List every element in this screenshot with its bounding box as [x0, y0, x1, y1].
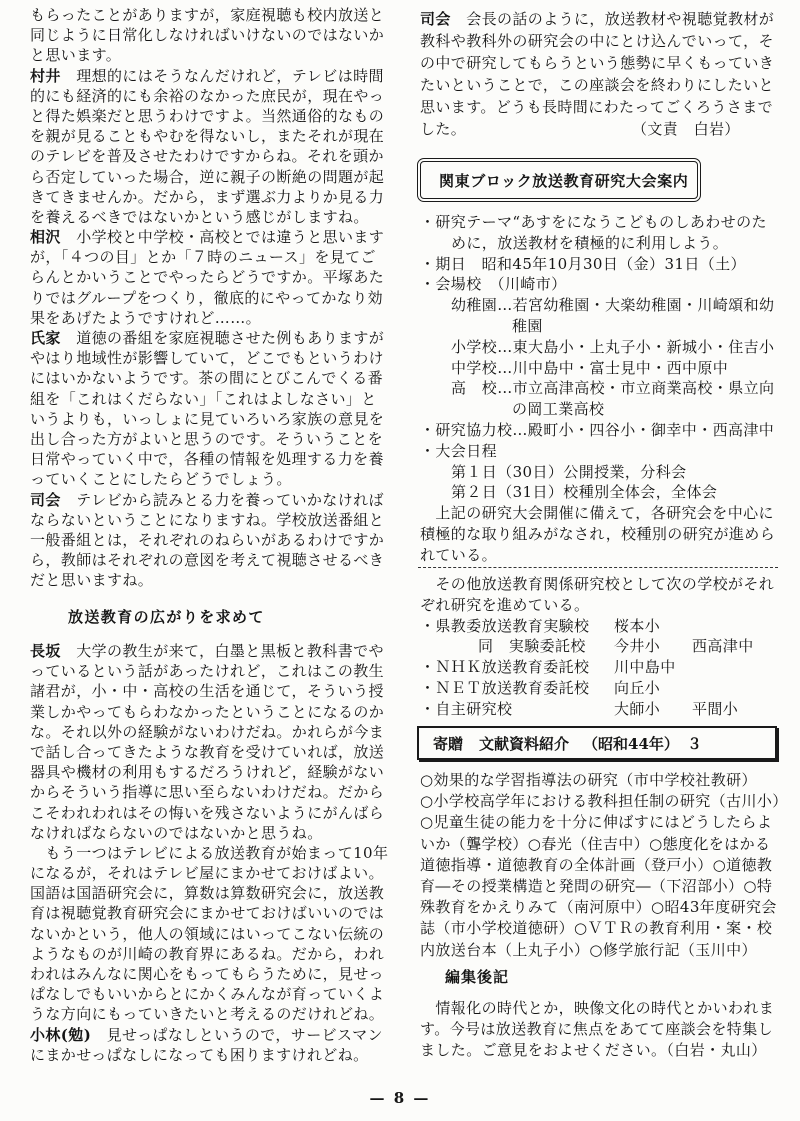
- text-line: 小学校…東大島小・上丸子小・新城小・住吉小: [451, 337, 775, 356]
- text-line: ないかという，他人の領域にはいってこない伝統の: [30, 924, 385, 943]
- paragraph: [30, 66, 384, 228]
- text-line: 同じように日常化しなければいけないのではないか: [30, 26, 385, 45]
- text-line: 育―その授業構造と発問の研究―（下沼部小）○特: [420, 876, 773, 895]
- text-line: [30, 490, 384, 510]
- text-line: っていくことにしたらどうでしょう。: [30, 470, 292, 489]
- text-line: その他放送教育関係研究校として次の学校がそれ: [435, 575, 775, 593]
- text-line: りではグループをつくり，徹底的にやってかなり効: [30, 288, 384, 307]
- line-text: 小学校と中学校・高校とでは違うと思います: [76, 228, 385, 247]
- text-line: にはいかないようです。茶の間にとびこんでくる番: [30, 369, 384, 388]
- text-line: 第２日（31日）校種別全体会，全体会: [451, 483, 718, 502]
- text-line: [420, 118, 774, 140]
- text-line: からそういう指導に思い至らないわけだね。だから: [30, 783, 385, 802]
- text-line: だと思いますね。: [30, 571, 154, 590]
- text-line: ぱなしでもいいからとにかくみんなが育っていくよ: [30, 985, 385, 1004]
- speaker-name: 村井: [30, 66, 61, 85]
- text-line: ○効果的な学習指導法の研究（市中学校社教研）: [420, 771, 757, 789]
- paragraph: [30, 227, 384, 328]
- school-name: 向丘小: [614, 678, 661, 697]
- text-line: の中で研究してもらうという態勢に早くもっていき: [420, 54, 775, 72]
- text-line: 積極的な取り組みがなされ，校種別の研究が進めら: [420, 524, 776, 543]
- line-text: 大学の教生が来て，白墨と黒板と教科書でや: [76, 642, 384, 660]
- donations-number: ３: [686, 734, 702, 753]
- text-line: 器具や機材の利用もするだろうけれど，経験がない: [30, 763, 385, 782]
- text-line: めに，放送教材を積極的に利用しよう。: [451, 233, 729, 252]
- text-line: ○児童生徒の能力を十分に伸ばすにはどうしたらよ: [420, 813, 773, 832]
- school-category: ・県教委放送教育実験校: [420, 616, 590, 635]
- text-line: 日常やっていく中で，各種の情報を処理する力を養: [30, 450, 384, 469]
- text-line: 一般番組とは，それぞれのねらいがあるわけですか: [30, 530, 385, 549]
- text-line: 出し合った方がよいと思うのです。そういうことを: [30, 429, 384, 448]
- text-line: [30, 227, 384, 247]
- text-line: いうよりも，いっしょに見ていろいろ家族の意見を: [30, 409, 385, 428]
- line-text: 会長の話のように，放送教材や視聴覚教材が: [466, 10, 775, 28]
- text-line: 内放送台本（上丸子小）○修学旅行記（玉川中）: [420, 940, 757, 959]
- speaker-name: 司会: [30, 490, 61, 509]
- text-line: な。それ以外の経験がないわけだね。かれらが今ま: [30, 722, 385, 741]
- text-line: 殊教育をかえりみて（南河原中）○昭43年度研究会: [420, 898, 777, 917]
- text-line: の岡工業高校: [512, 400, 605, 419]
- text-line: 第１日（30日）公開授業，分科会: [451, 462, 687, 481]
- text-line: いか（聾学校）○春光（住吉中）○態度化をはかる: [420, 834, 771, 853]
- school-name: 桜本小: [614, 616, 661, 635]
- text-line: ・研究協力校…殿町小・四谷小・御幸中・西高津中: [420, 420, 775, 439]
- line-text: 道徳の番組を家庭視聴させた例もありますが: [76, 329, 385, 347]
- section-heading: 放送教育の広がりを求めて: [68, 608, 265, 626]
- speaker-name: 長坂: [30, 642, 61, 660]
- text-line: [30, 66, 384, 86]
- text-line: ・研究テーマ“あすをになうこどものしあわせのた: [420, 213, 767, 231]
- donations-list: [420, 770, 788, 961]
- school-row: [420, 699, 774, 720]
- line-text: 見せっぱなしというので，サービスマン: [106, 1025, 383, 1044]
- line-text: 理想的にはそうなんだけれど，テレビは時間: [76, 66, 384, 85]
- text-line: ・期日 昭和45年10月30日（金）31日（土）: [420, 254, 746, 273]
- text-line: 思います。どうも長時間にわたってごくろうさまで: [420, 98, 774, 116]
- text-line: になるが，それはテレビ屋にまかせておけばよい。: [30, 864, 384, 883]
- left-column-upper: [30, 5, 384, 590]
- dashed-divider: [418, 567, 778, 568]
- text-line: 果をあげたようですけれど……。: [30, 308, 262, 327]
- text-line: きてきませんか。だから，まず選ぶ力よりか見る力: [30, 187, 385, 206]
- text-line: こそわれわれはその悔いを残さないようにがんばら: [30, 803, 385, 822]
- postscript: [420, 998, 774, 1061]
- text-line: 誌（市小学校道徳研）○ＶＴＲの教育利用・案・校: [420, 919, 773, 938]
- text-line: [30, 641, 388, 661]
- text-line: と得た娯楽だと思うわけですよ。当然通俗的なもの: [30, 106, 385, 125]
- donations-year: （昭和44年）: [583, 734, 679, 753]
- text-line: 道徳指導・道徳教育の全体計画（登戸小）○道徳教: [420, 855, 773, 874]
- text-line: 育は視聴覚教育研究会にまかせておけばいいのでは: [30, 904, 385, 923]
- author-credit: （文責 白岩）: [632, 120, 740, 138]
- paragraph: [30, 328, 384, 490]
- paragraph: [30, 5, 384, 66]
- text-line: 諸君が，小・中・高校の生活を通じて，そういう授: [30, 682, 384, 701]
- donations-title-box: [417, 726, 777, 760]
- paragraph: [30, 490, 384, 591]
- text-line: われはみんなに関心をもってもらうために，見せっ: [30, 965, 384, 983]
- text-line: ・大会日程: [420, 441, 498, 460]
- text-line: うな方向にもっていきたいと考えるのだけれどね。: [30, 1005, 385, 1024]
- text-line: 中学校…川中島中・富士見中・西中原中: [451, 358, 729, 377]
- school-row: [420, 657, 774, 678]
- school-row: [420, 678, 774, 699]
- school-name: 西高津中: [692, 637, 754, 656]
- text-line: のテレビを普及させたわけですからね。それを頭か: [30, 147, 384, 166]
- event-title: 関東ブロック放送教育研究大会案内: [439, 171, 689, 190]
- line-text: した。: [420, 120, 467, 138]
- text-line: 的にも経済的にも余裕のなかった庶民が，現在やっ: [30, 86, 385, 105]
- text-line: ようなものが川崎の教育界にあるね。だから，われ: [30, 944, 385, 963]
- text-line: ら否定していった場合，逆に親子の断絶の問題が起: [30, 167, 385, 186]
- text-line: 上記の研究大会開催に備えて，各研究会を中心に: [435, 504, 774, 523]
- school-name: 平間小: [692, 699, 739, 718]
- speaker-name: 司会: [420, 10, 451, 28]
- text-line: を親が見ることもやむを得ないし，またそれが現在: [30, 127, 385, 146]
- school-name: 川中島中: [614, 658, 676, 677]
- text-line: 教科や教科外の研究会の中にとけ込んでいって，そ: [420, 32, 774, 50]
- text-line: と思います。: [30, 46, 122, 65]
- text-line: たいということで，この座談会を終わりにしたいと: [420, 76, 774, 94]
- left-column-lower: [30, 641, 388, 1065]
- event-title-box: [417, 158, 701, 202]
- text-line: もらったことがありますが，家庭視聴も校内放送と: [30, 6, 385, 24]
- school-row: [420, 616, 774, 637]
- paragraph: [30, 641, 388, 1025]
- paragraph: [30, 1025, 388, 1065]
- text-line: ました。ご意見をおよせください。（白岩・丸山）: [420, 1041, 767, 1059]
- school-name: 大師小: [614, 699, 661, 718]
- school-row: [420, 636, 774, 657]
- school-category: 同 実験委託校: [478, 637, 586, 656]
- text-line: ・会場校 （川崎市）: [420, 275, 567, 294]
- postscript-heading: 編集後記: [445, 968, 510, 986]
- text-line: [30, 1025, 388, 1045]
- school-category: ・自主研究校: [420, 699, 513, 718]
- text-line: にまかせっぱなしになっても困りますけれどね。: [30, 1045, 369, 1064]
- text-line: れている。: [420, 545, 498, 564]
- school-name: 今井小: [614, 637, 661, 656]
- text-line: もう一つはテレビによる放送教育が始まって10年: [45, 843, 389, 862]
- text-line: 情報化の時代とか，映像文化の時代とかいわれま: [435, 999, 775, 1017]
- text-line: 幼稚園…若宮幼稚園・大楽幼稚園・川崎頌和幼: [451, 296, 775, 315]
- text-line: やはり地域性が影響していて，どこでもというわけ: [30, 349, 384, 368]
- text-line: ぞれ研究を進めている。: [420, 595, 590, 614]
- text-line: 高 校…市立高津高校・市立商業高校・県立向: [451, 379, 775, 398]
- closing-paragraph: [420, 8, 774, 140]
- school-category: ・ＮＨＫ放送教育委託校: [420, 658, 590, 677]
- text-line: [420, 8, 774, 30]
- text-line: す。今号は放送教育に焦点をあてて座談会を特集し: [420, 1020, 774, 1038]
- speaker-name: 小林(勉): [30, 1025, 92, 1044]
- text-line: を養えるべきではないかという感じがしますね。: [30, 207, 369, 226]
- text-line: で話し合ってきたような教育を受けていれば，放送: [30, 742, 385, 761]
- text-line: 業しかやってもらわなかったということになるのか: [30, 702, 385, 721]
- donations-label: 寄贈: [433, 734, 464, 753]
- other-schools: [420, 574, 774, 720]
- text-line: [30, 328, 384, 348]
- speaker-name: 相沢: [30, 228, 61, 247]
- line-text: テレビから読みとる力を養っていかなければ: [76, 490, 384, 509]
- donations-title: 文献資料紹介: [479, 734, 570, 753]
- text-line: が，「４つの目」とか「７時のニュース」を見てご: [30, 248, 376, 267]
- school-category: ・ＮＥＴ放送教育委託校: [420, 678, 590, 697]
- text-line: ならないということになりますね。学校放送番組と: [30, 510, 385, 529]
- text-line: 組を「これはくだらない」「これはよしなさい」と: [30, 389, 377, 408]
- text-line: なければならないのではないかと思うね。: [30, 823, 323, 842]
- text-line: 稚園: [512, 316, 543, 335]
- text-line: っているという話があったけれど，これはこの教生: [30, 662, 385, 681]
- event-details: [420, 212, 775, 566]
- text-line: ○小学校高学年における教科担任制の研究（古川小）: [420, 792, 788, 811]
- text-line: 国語は国語研究会に，算数は算数研究会に，放送教: [30, 884, 385, 903]
- text-line: ら，教師はそれぞれの意図を考えて視聴させるべき: [30, 551, 385, 570]
- text-line: らんとかいうことでやったらどうですか。平塚あた: [30, 268, 385, 287]
- speaker-name: 氏家: [30, 329, 61, 347]
- page-number: — 8 —: [369, 1089, 431, 1107]
